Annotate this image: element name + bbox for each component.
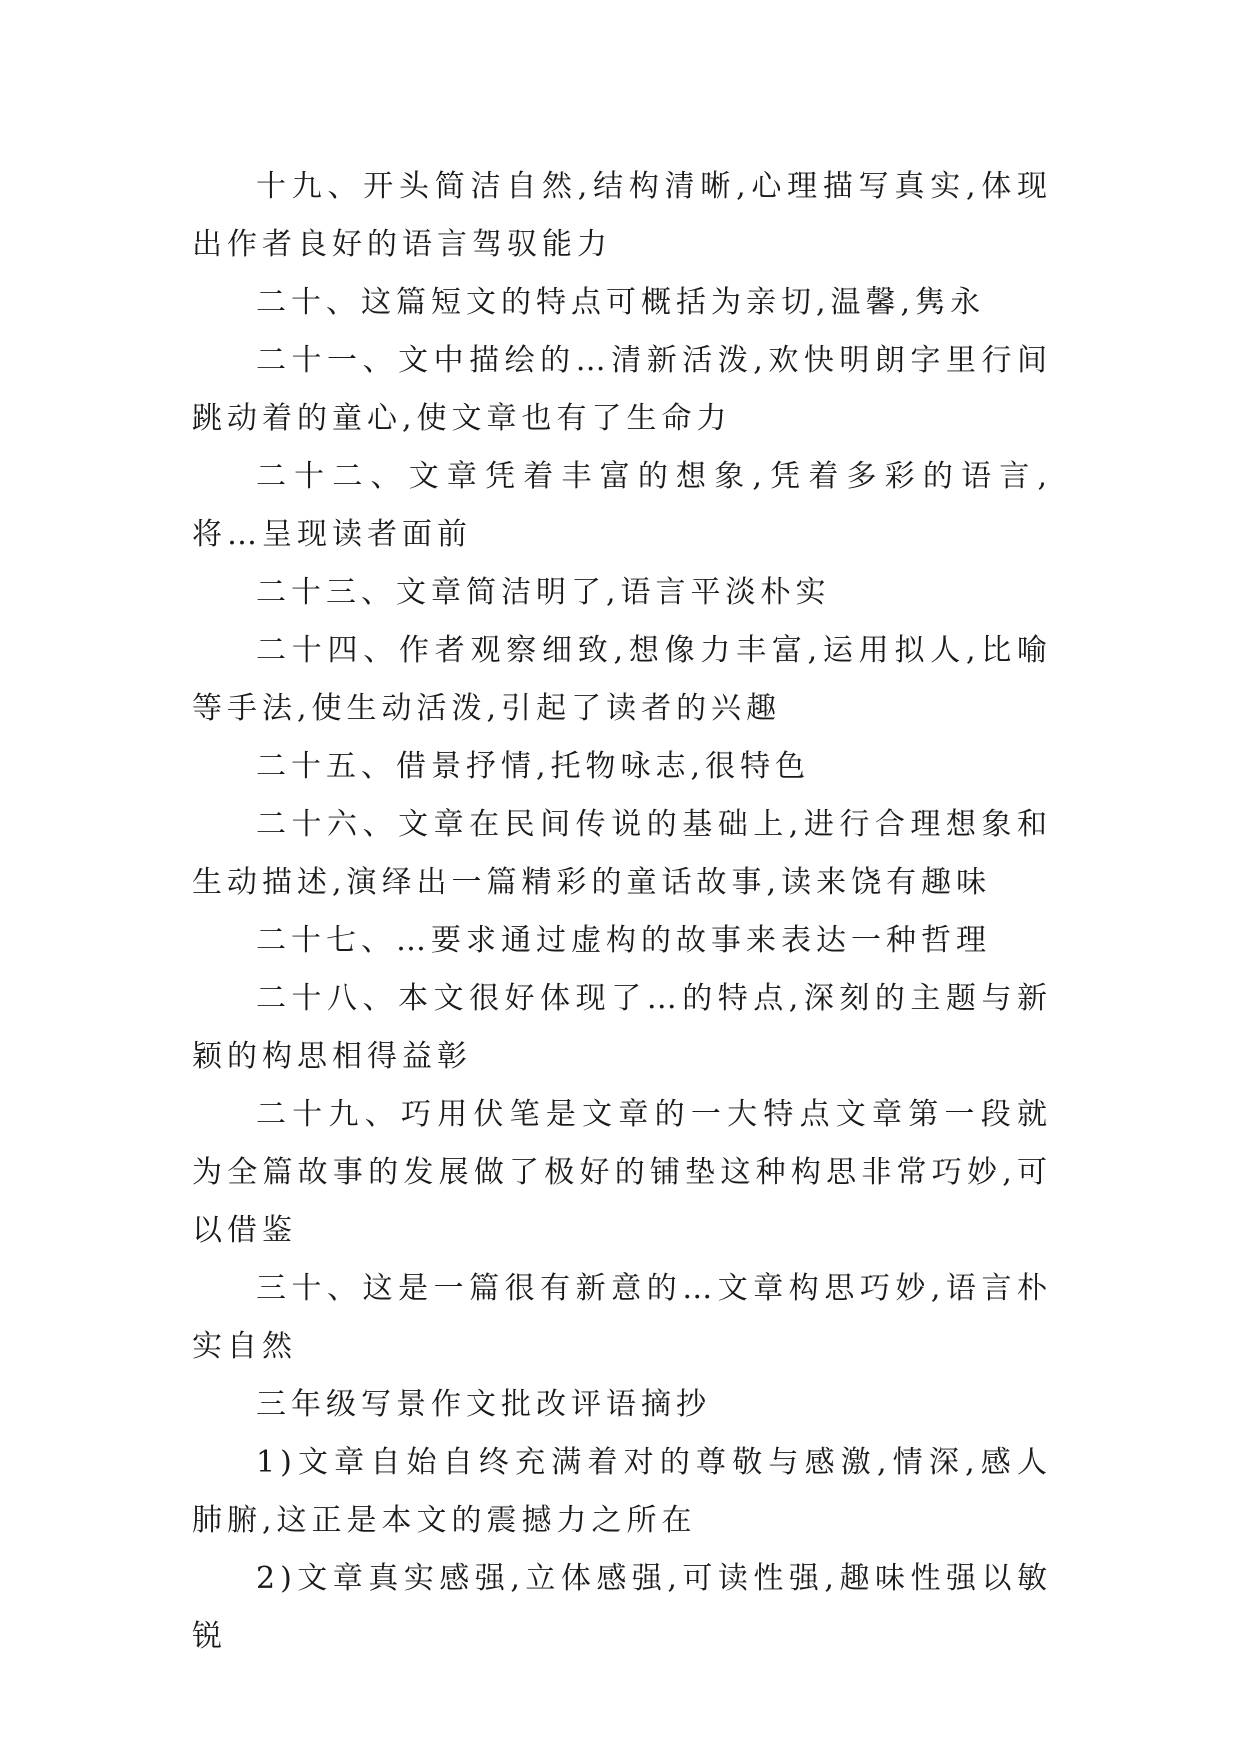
comment-item-1: 1)文章自始自终充满着对的尊敬与感激,情深,感人肺腑,这正是本文的震撼力之所在 [192,1445,1052,1538]
paragraph-30: 三十、这是一篇很有新意的…文章构思巧妙,语言朴实自然 [192,1271,1052,1364]
document-body [192,158,1052,1666]
section-heading: 三年级写景作文批改评语摘抄 [256,1387,711,1422]
paragraph-24: 二十四、作者观察细致,想像力丰富,运用拟人,比喻等手法,使生动活泼,引起了读者的兴趣 [192,633,1052,726]
paragraph-26: 二十六、文章在民间传说的基础上,进行合理想象和生动描述,演绎出一篇精彩的童话故事,读来饶有趣味 [192,807,1052,900]
paragraph-20: 二十、这篇短文的特点可概括为亲切,温馨,隽永 [256,285,986,320]
paragraph-28: 二十八、本文很好体现了…的特点,深刻的主题与新颖的构思相得益彰 [192,981,1052,1074]
paragraph-23: 二十三、文章简洁明了,语言平淡朴实 [256,575,831,610]
paragraph-22: 二十二、文章凭着丰富的想象,凭着多彩的语言,将…呈现读者面前 [192,459,1052,552]
paragraph-29: 二十九、巧用伏笔是文章的一大特点文章第一段就为全篇故事的发展做了极好的铺垫这种构思非常巧妙,可以借鉴 [192,1097,1052,1248]
paragraph-21: 二十一、文中描绘的…清新活泼,欢快明朗字里行间跳动着的童心,使文章也有了生命力 [192,343,1052,436]
paragraph-19: 十九、开头简洁自然,结构清晰,心理描写真实,体现出作者良好的语言驾驭能力 [192,169,1052,262]
paragraph-27: 二十七、…要求通过虚构的故事来表达一种哲理 [256,923,991,958]
comment-item-2: 2)文章真实感强,立体感强,可读性强,趣味性强以敏锐 [192,1561,1052,1654]
paragraph-25: 二十五、借景抒情,托物咏志,很特色 [256,749,811,784]
